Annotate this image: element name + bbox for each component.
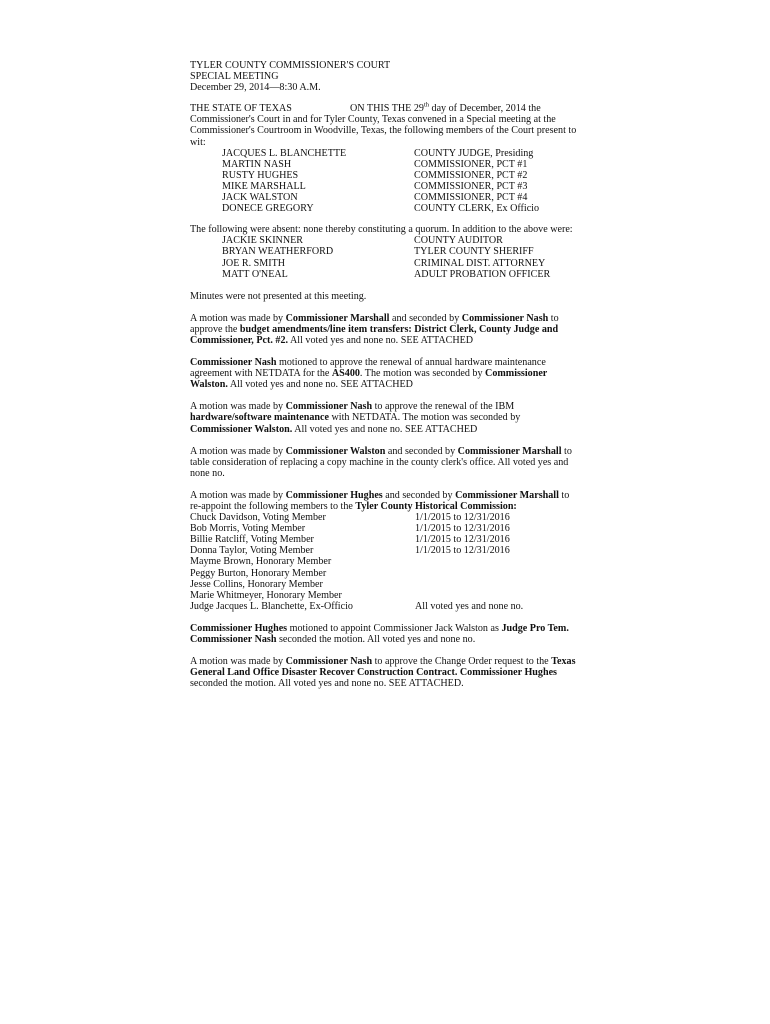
commission-member-list: [190, 512, 580, 612]
official-row: BRYAN WEATHERFORD TYLER COUNTY SHERIFF: [222, 246, 534, 258]
motion-budget-amendments: A motion was made by Commissioner Marshall and seconded by Commissioner Nash to approve the budget amendments/line item transfers: District Clerk, County Judge and Commissioner, Pct. #2. All voted yes and none no. SEE ATTACHED: [190, 312, 559, 346]
member-row: JACK WALSTON COMMISSIONER, PCT #4: [222, 192, 528, 204]
commission-member-row: Donna Taylor, Voting Member 1/1/2015 to 12/31/2016: [190, 545, 510, 557]
meeting-date: December 29, 2014—8:30 A.M.: [190, 82, 321, 94]
intro-superscript: th: [423, 101, 429, 109]
motion-copy-machine: A motion was made by Commissioner Walston and seconded by Commissioner Marshall to table consideration of replacing a copy machine in the county clerk's office. All voted yes and none no.: [190, 445, 572, 479]
commission-member-row: Peggy Burton, Honorary Member: [190, 567, 327, 579]
commission-member-row: Marie Whitmeyer, Honorary Member: [190, 589, 342, 601]
meeting-type: SPECIAL MEETING: [190, 71, 279, 83]
member-row: JACQUES L. BLANCHETTE COUNTY JUDGE, Presiding: [222, 147, 534, 159]
commission-member-row: Billie Ratcliff, Voting Member 1/1/2015 to 12/31/2016: [190, 534, 510, 546]
official-row: MATT O'NEAL ADULT PROBATION OFFICER: [222, 268, 551, 280]
members-present-list: [190, 148, 580, 215]
state-label: THE STATE OF TEXAS: [190, 103, 292, 115]
commission-member-row: Chuck Davidson, Voting Member 1/1/2015 to 12/31/2016: [190, 512, 510, 524]
intro-on-this: ON THIS THE 29: [350, 103, 424, 115]
member-row: DONECE GREGORY COUNTY CLERK, Ex Officio: [222, 203, 540, 215]
member-row: RUSTY HUGHES COMMISSIONER, PCT #2: [222, 169, 528, 181]
member-row: MARTIN NASH COMMISSIONER, PCT #1: [222, 158, 528, 170]
minutes-document: [190, 60, 580, 689]
commission-member-row: Mayme Brown, Honorary Member: [190, 556, 332, 568]
intro-paragraph: [190, 103, 580, 147]
commission-member-row: Bob Morris, Voting Member 1/1/2015 to 12/31/2016: [190, 523, 510, 535]
commission-member-row: Judge Jacques L. Blanchette, Ex-Officio All voted yes and none no.: [190, 600, 524, 612]
court-title: TYLER COUNTY COMMISSIONER'S COURT: [190, 60, 391, 71]
motion-as400-maintenance: Commissioner Nash motioned to approve the renewal of annual hardware maintenance agreement with NETDATA for the AS400. The motion was seconded by Commissioner Walston. All voted yes and none no. SEE ATTACHED: [190, 357, 548, 391]
intro-rest: Commissioner's Court in and for Tyler County, Texas convened in a Special meeting at the Commissioner's Courtroom in Woodville, Texas, the following members of the Court present to wit:: [190, 114, 577, 148]
minutes-paragraph: Minutes were not presented at this meeting.: [190, 290, 367, 302]
intro-date: day of December, 2014 the: [429, 103, 541, 115]
official-row: JACKIE SKINNER COUNTY AUDITOR: [222, 235, 503, 247]
motion-judge-pro-tem: Commissioner Hughes motioned to appoint Commissioner Jack Walston as Judge Pro Tem. Commissioner Nash seconded the motion. All voted yes and none no.: [190, 622, 569, 646]
motion-change-order: A motion was made by Commissioner Nash to approve the Change Order request to the Texas General Land Office Disaster Recover Construction Contract. Commissioner Hughes seconded the motion. All voted yes and none no. SEE ATTACHED.: [190, 656, 576, 690]
document-header: [190, 60, 580, 93]
official-row: JOE R. SMITH CRIMINAL DIST. ATTORNEY: [222, 257, 546, 269]
motion-historical-commission: A motion was made by Commissioner Hughes and seconded by Commissioner Marshall to re-appoint the following members to the Tyler County Historical Commission:: [190, 489, 570, 512]
motion-ibm-maintenance: A motion was made by Commissioner Nash to approve the renewal of the IBM hardware/software maintenance with NETDATA. The motion was seconded by Commissioner Walston. All voted yes and none no. SEE ATTACHED: [190, 401, 521, 435]
member-row: MIKE MARSHALL COMMISSIONER, PCT #3: [222, 180, 528, 192]
others-present-list: [190, 235, 580, 279]
absent-paragraph: The following were absent: none thereby constituting a quorum. In addition to the above were:: [190, 224, 573, 236]
commission-member-row: Jesse Collins, Honorary Member: [190, 578, 323, 590]
